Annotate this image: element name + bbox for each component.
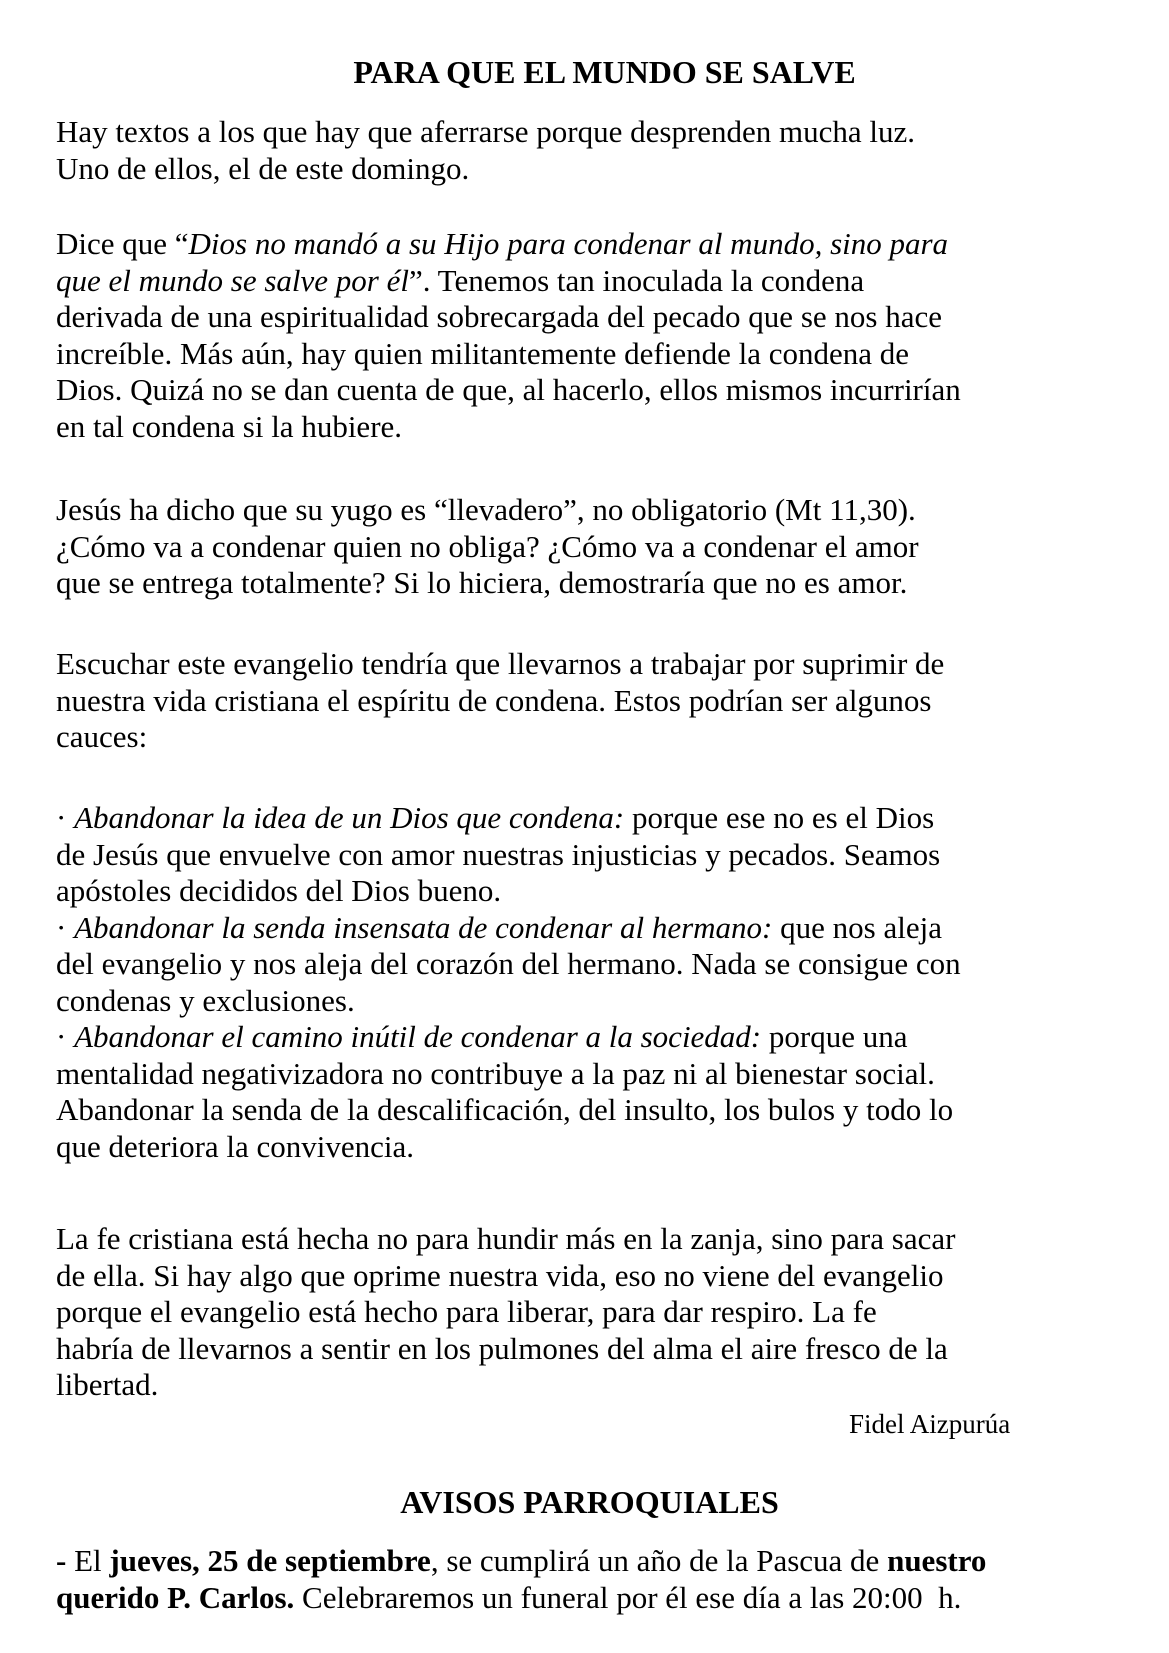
text-line: habría de llevarnos a sentir en los pulmones del alma el aire fresco de la	[56, 1330, 948, 1366]
text-line: del evangelio y nos aleja del corazón del hermano. Nada se consigue con	[56, 946, 961, 981]
bullet-lead: Abandonar el camino inútil de condenar a la sociedad:	[74, 1019, 762, 1054]
text-line: condenas y exclusiones.	[56, 982, 355, 1018]
text-run: El	[66, 1543, 110, 1578]
text-line: que se entrega totalmente? Si lo hiciera, demostraría que no es amor.	[56, 565, 908, 600]
text-line	[56, 226, 1156, 263]
paragraph-yugo	[56, 492, 1156, 602]
text-line	[56, 1543, 1156, 1580]
text-line: en tal condena si la hubiere.	[56, 408, 403, 444]
text-line: Abandonar la senda de la descalificación, del insulto, los bulos y todo lo	[56, 1092, 954, 1127]
paragraph-intro	[56, 114, 1156, 187]
text-line	[56, 1019, 1156, 1056]
text-run: Dice que “	[56, 226, 189, 261]
bullet-marker: ·	[56, 1019, 67, 1054]
text-line: Escuchar este evangelio tendría que llevarnos a trabajar por suprimir de	[56, 646, 945, 681]
text-run: que nos aleja	[780, 909, 942, 945]
text-line: La fe cristiana está hecha no para hundir más en la zanja, sino para sacar	[56, 1221, 956, 1256]
aviso-bold: nuestro	[887, 1543, 987, 1578]
text-run: porque una	[768, 1019, 908, 1054]
text-line: porque el evangelio está hecho para liberar, para dar respiro. La fe	[56, 1294, 877, 1329]
bullet-list	[56, 800, 1156, 1165]
text-run: Celebraremos un funeral por él ese día a las 20:00 h.	[294, 1579, 962, 1615]
text-line: Jesús ha dicho que su yugo es “llevadero”, no obligatorio (Mt 11,30).	[56, 492, 916, 527]
author-signature: Fidel Aizpurúa	[849, 1409, 1011, 1439]
bullet-marker: ·	[56, 800, 67, 835]
text-line: de ella. Si hay algo que oprime nuestra vida, eso no viene del evangelio	[56, 1257, 944, 1293]
quote-italic: que el mundo se salve por él	[56, 262, 409, 298]
text-line: cauces:	[56, 719, 148, 754]
text-run: porque ese no es el Dios	[632, 800, 935, 835]
bullet-marker: ·	[56, 909, 67, 945]
text-line: increíble. Más aún, hay quien militantemente defiende la condena de	[56, 335, 910, 371]
bullet-lead: Abandonar la senda insensata de condenar al hermano:	[74, 909, 773, 945]
text-line: de Jesús que envuelve con amor nuestras injusticias y pecados. Seamos	[56, 836, 941, 872]
bullet-item	[56, 910, 1156, 1020]
section-title-avisos: AVISOS PARROQUIALES	[400, 1484, 779, 1520]
text-line	[56, 800, 1156, 837]
text-line: ¿Cómo va a condenar quien no obliga? ¿Cómo va a condenar el amor	[56, 528, 919, 564]
paragraph-escuchar	[56, 646, 1156, 756]
text-line: derivada de una espiritualidad sobrecargada del pecado que se nos hace	[56, 299, 942, 334]
text-line: apóstoles decididos del Dios bueno.	[56, 873, 502, 908]
aviso-date: jueves, 25 de septiembre	[109, 1543, 431, 1578]
text-run: , se cumplirá un año de la Pascua de	[430, 1543, 888, 1578]
text-line	[56, 1580, 1156, 1617]
aviso-item	[56, 1543, 1156, 1616]
aviso-dash: -	[56, 1543, 67, 1578]
paragraph-fe	[56, 1221, 1156, 1404]
text-line: Hay textos a los que hay que aferrarse porque desprenden mucha luz.	[56, 114, 916, 149]
text-line	[56, 263, 1156, 300]
text-run: ”. Tenemos tan inoculada la condena	[408, 262, 865, 298]
text-line: que deteriora la convivencia.	[56, 1128, 415, 1164]
aviso-bold: querido P. Carlos.	[56, 1579, 295, 1615]
bullet-item	[56, 1019, 1156, 1165]
bullet-item	[56, 800, 1156, 910]
text-line: Uno de ellos, el de este domingo.	[56, 150, 470, 186]
quote-italic: Dios no mandó a su Hijo para condenar al mundo, sino para	[188, 226, 949, 261]
bullet-lead: Abandonar la idea de un Dios que condena:	[74, 800, 625, 835]
article-title: PARA QUE EL MUNDO SE SALVE	[353, 54, 856, 90]
text-line: nuestra vida cristiana el espíritu de condena. Estos podrían ser algunos	[56, 682, 932, 718]
text-line	[56, 910, 1156, 947]
text-line: libertad.	[56, 1367, 159, 1402]
paragraph-quote	[56, 226, 1156, 445]
text-line: mentalidad negativizadora no contribuye a la paz ni al bienestar social.	[56, 1055, 935, 1091]
text-line: Dios. Quizá no se dan cuenta de que, al hacerlo, ellos mismos incurrirían	[56, 372, 961, 407]
